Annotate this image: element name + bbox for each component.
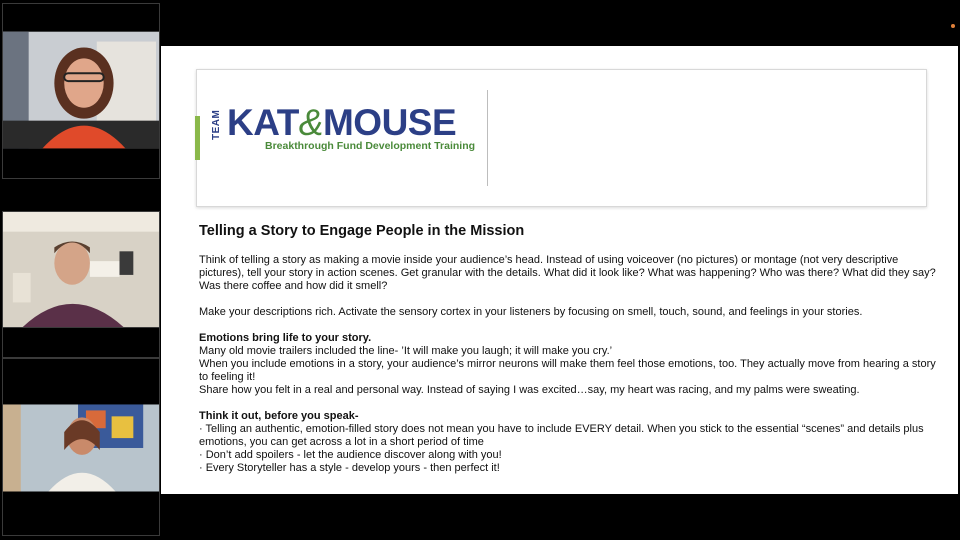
participant-video-2[interactable]	[2, 211, 160, 328]
logo-ampersand: &	[298, 102, 323, 143]
participant-1-video-feed	[3, 4, 159, 178]
participant-video-3[interactable]	[2, 358, 160, 536]
section-emotions-line: Many old movie trailers included the line- ’It will make you laugh; it will make you cry.’	[199, 345, 613, 357]
participant-video-1[interactable]	[2, 3, 160, 179]
paragraph-movie: Think of telling a story as making a movie inside your audience’s head. Instead of using voiceover (no pictures) or montage (not very descriptive pictures), tell your story in action scenes. Get granular with the details. What did it look like? What was happening? Who was there? What did they say? Was there coffee and how did it smell?	[199, 254, 936, 292]
recording-indicator	[951, 24, 955, 28]
section-think-bullet: · Every Storyteller has a style - develop yours - then perfect it!	[199, 462, 500, 474]
logo-tagline: Breakthrough Fund Development Training	[265, 140, 476, 152]
participant-3-video-feed	[3, 359, 159, 535]
section-emotions-heading: Emotions bring life to your story.	[199, 332, 372, 344]
logo-mouse: MOUSE	[322, 102, 457, 143]
section-think	[199, 410, 939, 475]
logo-team-text: TEAM	[211, 109, 222, 140]
participant-2-video-feed	[3, 212, 159, 327]
section-think-heading: Think it out, before you speak-	[199, 410, 359, 422]
logo-wordmark	[227, 104, 456, 141]
logo-accent-bar	[195, 116, 200, 160]
logo-kat: KAT	[227, 102, 299, 143]
section-emotions	[199, 332, 939, 397]
section-emotions-line: When you include emotions in a story, your audience’s mirror neurons will make them feel those emotions, too. They actually move from hearing a story to feeling it!	[199, 358, 936, 383]
shared-slide	[161, 46, 958, 494]
section-emotions-line: Share how you felt in a real and personal way. Instead of saying I was excited…say, my heart was racing, and my palms were sweating.	[199, 384, 860, 396]
section-think-bullet: · Don’t add spoilers - let the audience discover along with you!	[199, 449, 502, 461]
slide-title: Telling a Story to Engage People in the Mission	[199, 223, 525, 239]
logo-divider	[487, 90, 488, 186]
paragraph-descriptions: Make your descriptions rich. Activate the sensory cortex in your listeners by focusing on smell, touch, sound, and feelings in your stories.	[199, 306, 863, 318]
participant-2-name-strip	[2, 328, 160, 358]
logo-banner	[196, 69, 927, 207]
section-think-bullet: · Telling an authentic, emotion-filled story does not mean you have to include EVERY detail. When you stick to the essential “scenes” and details plus emotions, you can get across a lot in a short period of time	[199, 423, 924, 448]
slide-content	[199, 222, 939, 488]
